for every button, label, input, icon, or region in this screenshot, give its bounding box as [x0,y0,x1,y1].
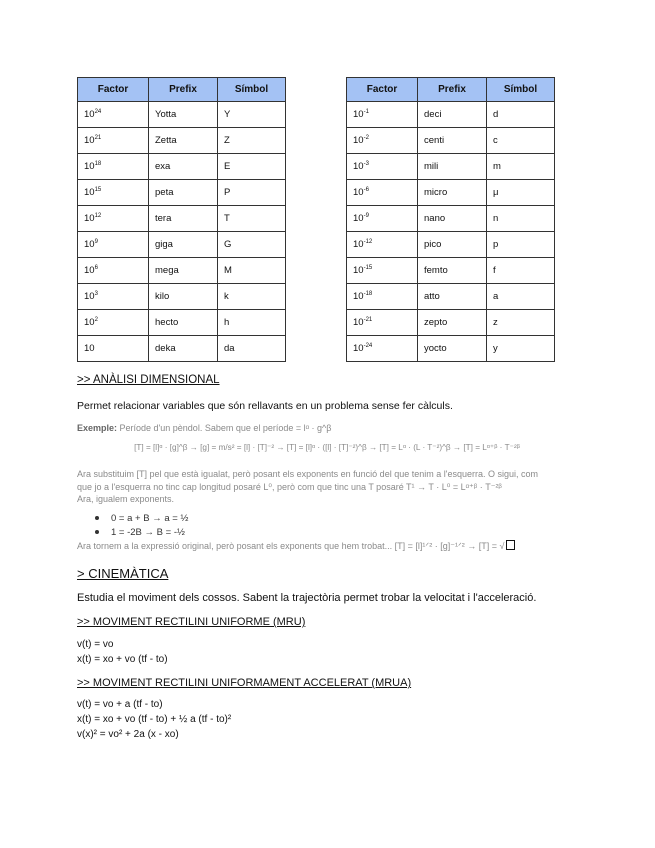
symbol-cell: k [218,284,286,310]
example-text: Període d'un pèndol. Sabem que el període = lᵅ · g^β [117,423,332,433]
prefix-cell: deci [418,102,487,128]
factor-cell: $10^{-2}$ [347,128,418,154]
final-expression: Ara tornem a la expressió original, però posant els exponents que hem trobat... [T] = [l]¹ᐟ² · [g]⁻¹ᐟ² → [T] = √ [77,540,597,552]
symbol-cell: n [487,206,555,232]
symbol-cell: z [487,310,555,336]
section-heading-mru: >> MOVIMENT RECTILINI UNIFORME (MRU) [77,616,306,628]
header-prefix: Prefix [418,78,487,102]
symbol-cell: Y [218,102,286,128]
mrua-formula-velocity: v(t) = vo + a (tf - to) [77,699,163,710]
symbol-cell: M [218,258,286,284]
dimensional-equation: [T] = [l]ᵅ · [g]^β → [g] = m/s² = [l] · [T]⁻² → [T] = [l]ᵅ · ([l] · [T]⁻²)^β → [T] = Lᵅ · (L · T⁻²)^β → [T] = Lᵅ⁺ᵝ · T⁻²ᵝ [134,443,520,452]
table-row [347,180,555,206]
factor-cell: $10^9$ [78,232,149,258]
prefix-cell: giga [149,232,218,258]
table-row [347,310,555,336]
table-row [347,258,555,284]
prefix-cell: yocto [418,336,487,362]
symbol-cell: a [487,284,555,310]
section-heading-kinematics: > CINEMÀTICA [77,566,169,581]
symbol-cell: T [218,206,286,232]
symbol-cell: E [218,154,286,180]
prefix-cell: mega [149,258,218,284]
table-row [347,206,555,232]
prefix-table-small [346,77,555,362]
section-heading-mrua: >> MOVIMENT RECTILINI UNIFORMAMENT ACCELERAT (MRUA) [77,677,412,689]
table-row [347,102,555,128]
table-row [78,180,286,206]
prefix-cell: nano [418,206,487,232]
mrua-formula-position: x(t) = xo + vo (tf - to) + ½ a (tf - to)² [77,714,232,725]
factor-cell: $10^3$ [78,284,149,310]
prefix-cell: atto [418,284,487,310]
list-item: 1 = -2B → B = -½ [95,526,188,540]
example-line [77,423,577,433]
factor-cell: $10^{-1}$ [347,102,418,128]
sqrt-placeholder-icon [506,540,515,550]
factor-cell: $10^{-21}$ [347,310,418,336]
header-symbol: Símbol [218,78,286,102]
explanation-line-1: Ara substituim [T] pel que està igualat, però posant els exponents en funció del que tenim a l'esquerra. O sigui, com [77,469,538,479]
table-row [78,284,286,310]
prefix-cell: mili [418,154,487,180]
factor-cell: $10^{-3}$ [347,154,418,180]
symbol-cell: f [487,258,555,284]
factor-cell: 10 [78,336,149,362]
table-row [347,128,555,154]
prefix-cell: deka [149,336,218,362]
symbol-cell: P [218,180,286,206]
header-factor: Factor [347,78,418,102]
explanation-line-3: Ara, igualem exponents. [77,494,175,504]
prefix-cell: tera [149,206,218,232]
prefix-table-large [77,77,286,362]
table-row [347,232,555,258]
factor-cell: $10^{-24}$ [347,336,418,362]
header-prefix: Prefix [149,78,218,102]
exponent-list [95,512,188,540]
table-row [78,258,286,284]
table-header-row [347,78,555,102]
header-factor: Factor [78,78,149,102]
symbol-cell: μ [487,180,555,206]
prefix-cell: pico [418,232,487,258]
table-row [347,154,555,180]
bullet-icon [95,530,99,534]
table-row [78,232,286,258]
prefix-cell: peta [149,180,218,206]
factor-cell: $10^{24}$ [78,102,149,128]
section-heading-dimensional: >> ANÀLISI DIMENSIONAL [77,374,220,386]
table-row [78,336,286,362]
symbol-cell: d [487,102,555,128]
mru-formula-position: x(t) = xo + vo (tf - to) [77,654,168,665]
symbol-cell: m [487,154,555,180]
list-item: 0 = a + B → a = ½ [95,512,188,526]
prefix-cell: exa [149,154,218,180]
kinematics-intro: Estudia el moviment dels cossos. Sabent la trajectòria permet trobar la velocitat i l'acceleració. [77,592,537,604]
factor-cell: $10^{18}$ [78,154,149,180]
prefix-cell: zepto [418,310,487,336]
mrua-formula-velocity-squared: v(x)² = vo² + 2a (x - xo) [77,729,179,740]
prefix-cell: micro [418,180,487,206]
bullet-icon [95,516,99,520]
factor-cell: $10^{-18}$ [347,284,418,310]
table-row [78,206,286,232]
factor-cell: $10^{-12}$ [347,232,418,258]
explanation-line-2: que jo a l'esquerra no tinc cap longitud posaré L⁰, però com que tinc una T posaré T¹ → T · L⁰ = Lᵅ⁺ᵝ · T⁻²ᵝ [77,482,502,492]
symbol-cell: p [487,232,555,258]
factor-cell: $10^{12}$ [78,206,149,232]
table-row [347,336,555,362]
symbol-cell: da [218,336,286,362]
factor-cell: $10^{-15}$ [347,258,418,284]
factor-cell: $10^{-6}$ [347,180,418,206]
symbol-cell: c [487,128,555,154]
table-row [347,284,555,310]
header-symbol: Símbol [487,78,555,102]
symbol-cell: Z [218,128,286,154]
table-header-row [78,78,286,102]
factor-cell: $10^6$ [78,258,149,284]
example-label: Exemple: [77,423,118,433]
table-row [78,310,286,336]
prefix-cell: Yotta [149,102,218,128]
factor-cell: $10^{-9}$ [347,206,418,232]
factor-cell: $10^{21}$ [78,128,149,154]
table-row [78,154,286,180]
factor-cell: $10^{15}$ [78,180,149,206]
symbol-cell: G [218,232,286,258]
symbol-cell: y [487,336,555,362]
prefix-cell: hecto [149,310,218,336]
prefix-cell: kilo [149,284,218,310]
prefix-cell: femto [418,258,487,284]
table-row [78,128,286,154]
table-row [78,102,286,128]
dimensional-intro: Permet relacionar variables que són rellavants en un problema sense fer càlculs. [77,400,453,412]
prefix-cell: Zetta [149,128,218,154]
prefix-cell: centi [418,128,487,154]
mru-formula-velocity: v(t) = vo [77,639,114,650]
symbol-cell: h [218,310,286,336]
factor-cell: $10^2$ [78,310,149,336]
